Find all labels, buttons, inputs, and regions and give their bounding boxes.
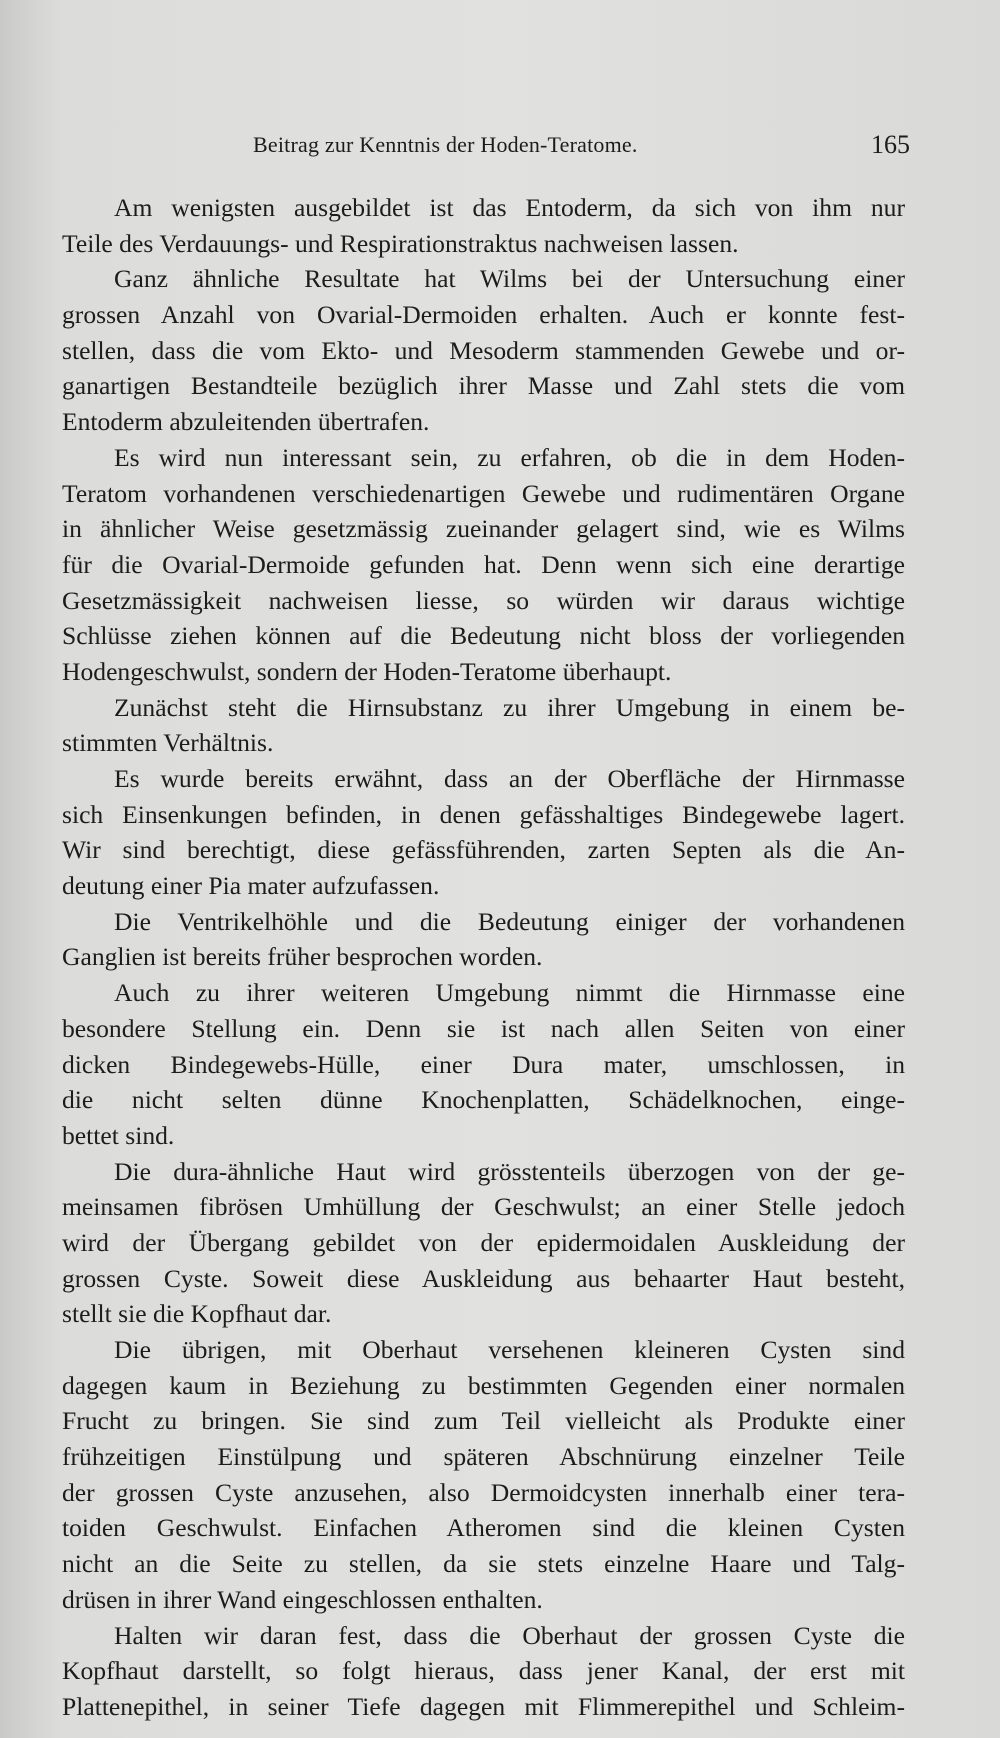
text-line: Teile des Verdauungs- und Respirationstraktus nachweisen lassen. <box>62 228 739 258</box>
text-line: Die Ventrikelhöhle und die Bedeutung einiger der vorhandenen <box>114 906 905 936</box>
text-line: Ganglien ist bereits früher besprochen worden. <box>62 942 543 972</box>
text-line: Plattenepithel, in seiner Tiefe dagegen mit Flimmerepithel und Schleim- <box>62 1691 905 1721</box>
text-line: Wir sind berechtigt, diese gefässführenden, zarten Septen als die An- <box>62 835 905 865</box>
text-line: Die übrigen, mit Oberhaut versehenen kleineren Cysten sind <box>114 1335 905 1364</box>
text-line: Entoderm abzuleitenden übertrafen. <box>62 407 430 437</box>
text-line: bettet sind. <box>62 1120 175 1150</box>
text-line: Es wurde bereits erwähnt, dass an der Oberfläche der Hirnmasse <box>114 764 905 793</box>
text-line: für die Ovarial-Dermoide gefunden hat. Denn wenn sich eine derartige <box>62 549 905 579</box>
text-line: grossen Cyste. Soweit diese Auskleidung aus behaarter Haut besteht, <box>62 1263 905 1293</box>
text-line: Kopfhaut darstellt, so folgt hieraus, dass jener Kanal, der erst mit <box>62 1656 905 1686</box>
text-line: in ähnlicher Weise gesetzmässig zueinander gelagert sind, wie es Wilms <box>62 514 905 544</box>
text-line: wird der Übergang gebildet von der epidermoidalen Auskleidung der <box>62 1227 905 1257</box>
text-line: toiden Geschwulst. Einfachen Atheromen sind die kleinen Cysten <box>62 1513 905 1543</box>
text-line: die nicht selten dünne Knochenplatten, Schädelknochen, einge- <box>62 1085 905 1115</box>
text-line: sich Einsenkungen befinden, in denen gefässhaltiges Bindegewebe lagert. <box>62 799 905 829</box>
text-line: Es wird nun interessant sein, zu erfahren, ob die in dem Hoden- <box>114 442 905 472</box>
text-line: besondere Stellung ein. Denn sie ist nach allen Seiten von einer <box>62 1013 905 1043</box>
text-line: Zunächst steht die Hirnsubstanz zu ihrer Umgebung in einem be- <box>114 692 905 722</box>
text-line: Frucht zu bringen. Sie sind zum Teil vielleicht als Produkte einer <box>62 1406 905 1436</box>
text-line: dicken Bindegewebs-Hülle, einer Dura mater, umschlossen, in <box>62 1049 905 1079</box>
text-line: der grossen Cyste anzusehen, also Dermoidcysten innerhalb einer tera- <box>62 1477 905 1507</box>
text-line: Ganz ähnliche Resultate hat Wilms bei der Untersuchung einer <box>114 264 905 294</box>
text-line: frühzeitigen Einstülpung und späteren Abschnürung einzelner Teile <box>62 1442 905 1472</box>
text-line: Am wenigsten ausgebildet ist das Entoderm, da sich von ihm nur <box>114 193 905 222</box>
text-line: meinsamen fibrösen Umhüllung der Geschwulst; an einer Stelle jedoch <box>62 1192 905 1222</box>
text-line: Halten wir daran fest, dass die Oberhaut der grossen Cyste die <box>114 1620 905 1650</box>
text-line: Teratom vorhandenen verschiedenartigen Gewebe und rudimentären Organe <box>62 478 905 508</box>
text-line: stellen, dass die vom Ekto- und Mesoderm stammenden Gewebe und or- <box>62 335 905 365</box>
page-number: 165 <box>871 130 910 159</box>
text-line: drüsen in ihrer Wand eingeschlossen enthalten. <box>62 1584 543 1614</box>
page-header <box>60 132 910 166</box>
text-line: Hodengeschwulst, sondern der Hoden-Teratome überhaupt. <box>62 656 672 686</box>
text-line: Gesetzmässigkeit nachweisen liesse, so würden wir daraus wichtige <box>62 585 905 615</box>
text-line: Schlüsse ziehen können auf die Bedeutung nicht bloss der vorliegenden <box>62 621 905 651</box>
text-line: Auch zu ihrer weiteren Umgebung nimmt die Hirnmasse eine <box>114 978 905 1008</box>
text-line: Die dura-ähnliche Haut wird grösstenteils überzogen von der ge- <box>114 1156 905 1186</box>
text-line: nicht an die Seite zu stellen, da sie stets einzelne Haare und Talg- <box>62 1549 905 1579</box>
body-text <box>62 190 905 1725</box>
running-title: Beitrag zur Kenntnis der Hoden-Teratome. <box>253 132 638 157</box>
text-line: stimmten Verhältnis. <box>62 728 274 758</box>
text-line: dagegen kaum in Beziehung zu bestimmten Gegenden einer normalen <box>62 1370 905 1400</box>
text-line: ganartigen Bestandteile bezüglich ihrer Masse und Zahl stets die vom <box>62 371 905 401</box>
text-line: stellt sie die Kopfhaut dar. <box>62 1299 332 1329</box>
text-line: grossen Anzahl von Ovarial-Dermoiden erhalten. Auch er konnte fest- <box>62 300 905 330</box>
text-line: deutung einer Pia mater aufzufassen. <box>62 871 440 901</box>
